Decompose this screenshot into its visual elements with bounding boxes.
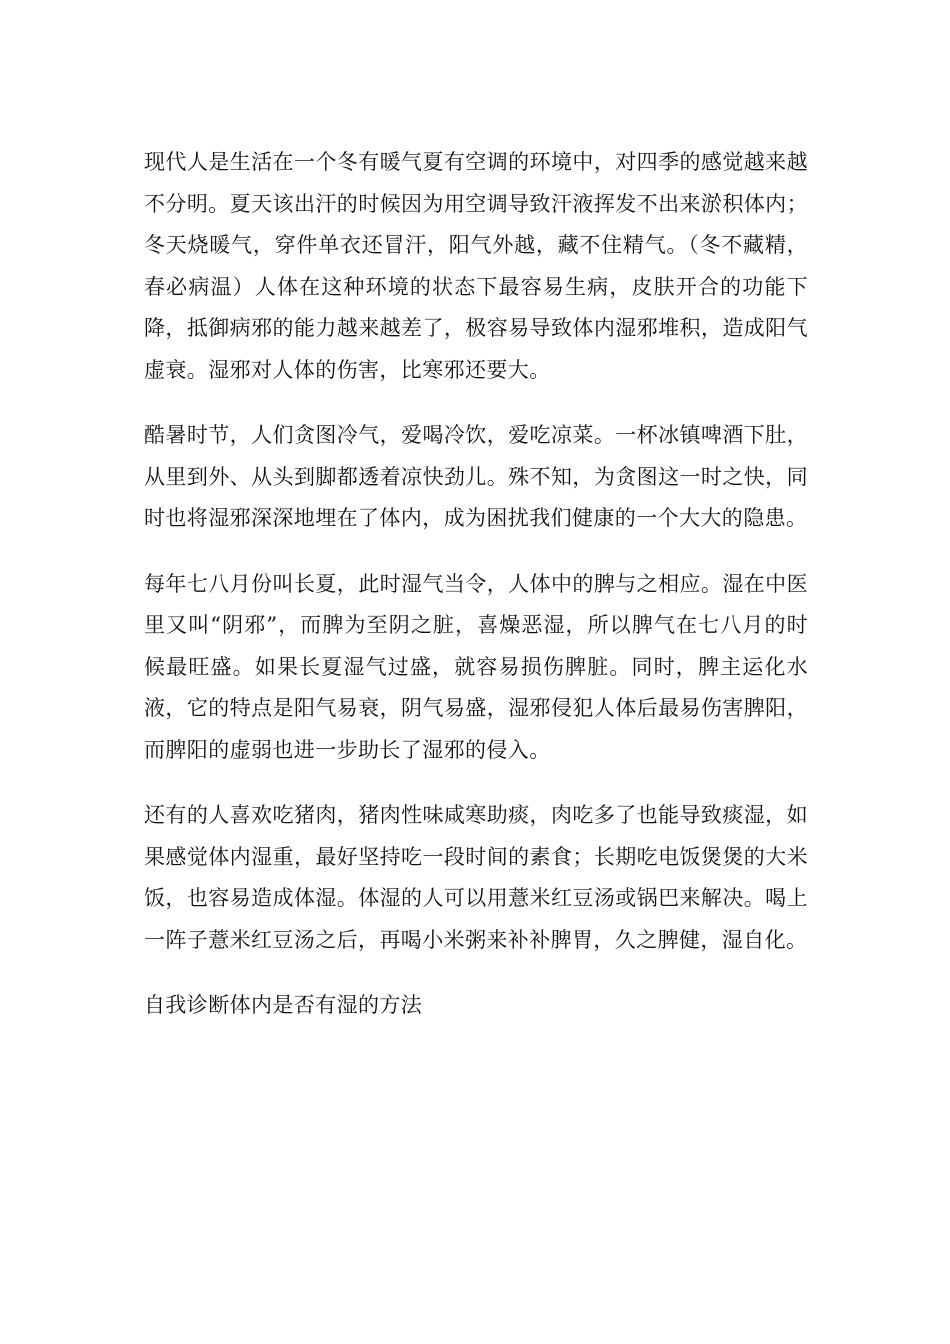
paragraph-1: 现代人是生活在一个冬有暖气夏有空调的环境中，对四季的感觉越来越不分明。夏天该出汗的时候因为用空调导致汗液挥发不出来淤积体内；冬天烧暖气，穿件单衣还冒汗，阳气外越，藏不住精气。（冬不藏精，春必病温）人体在这种环境的状态下最容易生病，皮肤开合的功能下降，抵御病邪的能力越来越差了，极容易导致体内湿邪堆积，造成阳气虚衰。湿邪对人体的伤害，比寒邪还要大。 bbox=[144, 150, 808, 382]
paragraph-3: 每年七八月份叫长夏，此时湿气当令，人体中的脾与之相应。湿在中医里又叫“阴邪”，而脾为至阴之脏，喜燥恶湿，所以脾气在七八月的时候最旺盛。如果长夏湿气过盛，就容易损伤脾脏。同时，脾主运化水液，它的特点是阳气易衰，阴气易盛，湿邪侵犯人体后最易伤害脾阳，而脾阳的虚弱也进一步助长了湿邪的侵入。 bbox=[144, 571, 808, 762]
paragraph-2: 酷暑时节，人们贪图冷气，爱喝冷饮，爱吃凉菜。一杯冰镇啤酒下肚，从里到外、从头到脚都透着凉快劲儿。殊不知，为贪图这一时之快，同时也将湿邪深深地埋在了体内，成为困扰我们健康的一个大大的隐患。 bbox=[144, 423, 808, 530]
document-body bbox=[144, 142, 808, 1027]
section-heading: 自我诊断体内是否有湿的方法 bbox=[144, 993, 423, 1017]
paragraph-4: 还有的人喜欢吃猪肉，猪肉性味咸寒助痰，肉吃多了也能导致痰湿，如果感觉体内湿重，最好坚持吃一段时间的素食；长期吃电饭煲煲的大米饭，也容易造成体湿。体湿的人可以用薏米红豆汤或锅巴来解决。喝上一阵子薏米红豆汤之后，再喝小米粥来补补脾胃，久之脾健，湿自化。 bbox=[144, 803, 808, 952]
